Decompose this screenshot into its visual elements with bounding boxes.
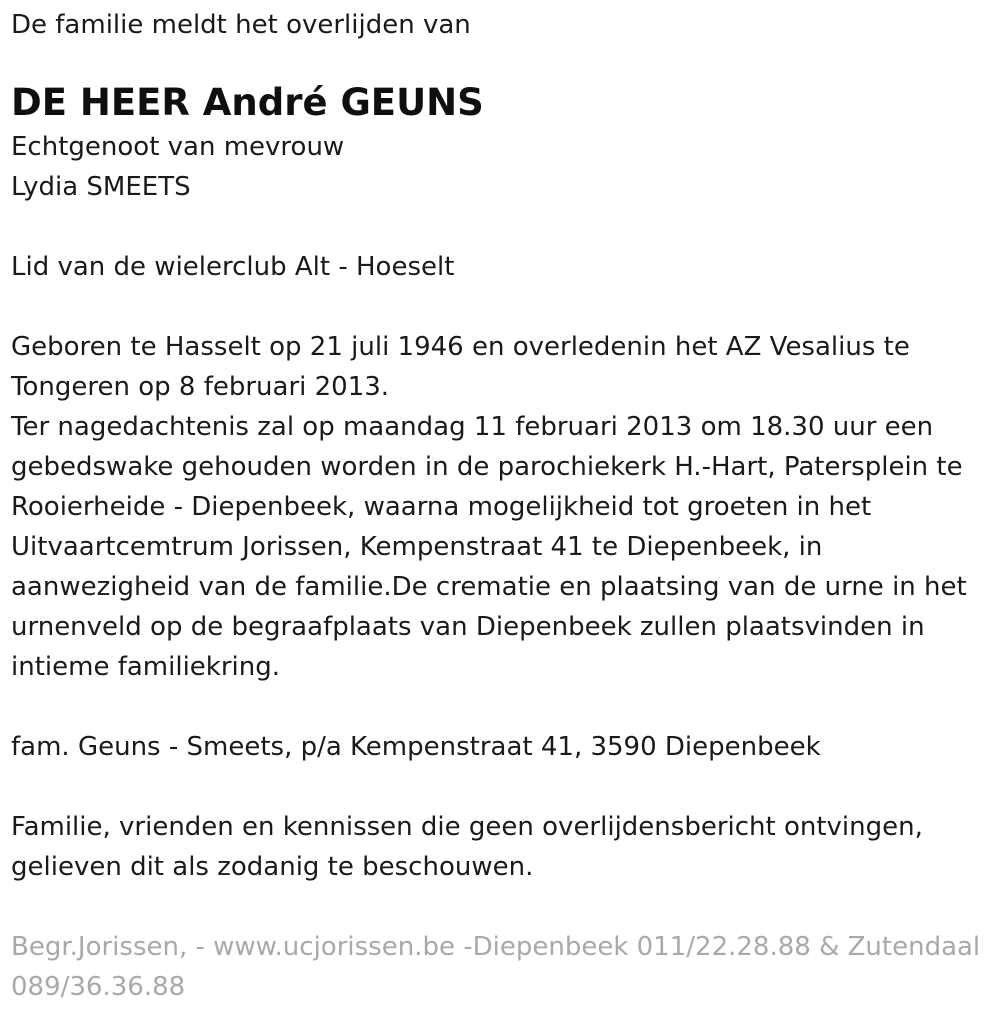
- details-line: Ter nagedachtenis zal op maandag 11 februari 2013 om 18.30 uur een: [11, 412, 934, 442]
- family-address: fam. Geuns - Smeets, p/a Kempenstraat 41, 3590 Diepenbeek: [11, 732, 821, 762]
- spacer: [11, 887, 996, 927]
- spacer: [11, 287, 996, 327]
- details-line: Geboren te Hasselt op 21 juli 1946 en overledenin het AZ Vesalius te: [11, 332, 910, 362]
- spouse-line-1: Echtgenoot van mevrouw: [11, 132, 345, 162]
- intro-text: De familie meldt het overlijden van: [11, 10, 471, 40]
- membership-text: Lid van de wielerclub Alt - Hoeselt: [11, 252, 455, 282]
- details-line: Rooierheide - Diepenbeek, waarna mogelijkheid tot groeten in het: [11, 492, 872, 522]
- closing-paragraph: [11, 807, 996, 887]
- spouse-block: [11, 127, 996, 207]
- spacer: [11, 687, 996, 727]
- details-paragraph: [11, 327, 996, 687]
- closing-line: Familie, vrienden en kennissen die geen overlijdensbericht ontvingen,: [11, 812, 923, 842]
- death-notice: [11, 0, 996, 1007]
- details-line: intieme familiekring.: [11, 652, 281, 682]
- spouse-name: Lydia SMEETS: [11, 172, 191, 202]
- deceased-name: DE HEER André GEUNS: [11, 81, 484, 124]
- footer-line: 089/36.36.88: [11, 972, 186, 1002]
- details-line: urnenveld op de begraafplaats van Diepenbeek zullen plaatsvinden in: [11, 612, 925, 642]
- details-line: Tongeren op 8 februari 2013.: [11, 372, 390, 402]
- spacer: [11, 207, 996, 247]
- footer-line: Begr.Jorissen, - www.ucjorissen.be -Diepenbeek 011/22.28.88 & Zutendaal: [11, 932, 981, 962]
- spacer: [11, 767, 996, 807]
- details-line: gebedswake gehouden worden in de parochiekerk H.-Hart, Patersplein te: [11, 452, 963, 482]
- details-line: Uitvaartcemtrum Jorissen, Kempenstraat 41 te Diepenbeek, in: [11, 532, 823, 562]
- closing-line: gelieven dit als zodanig te beschouwen.: [11, 852, 534, 882]
- funeral-home-footer: [11, 927, 996, 1007]
- details-line: aanwezigheid van de familie.De crematie en plaatsing van de urne in het: [11, 572, 967, 602]
